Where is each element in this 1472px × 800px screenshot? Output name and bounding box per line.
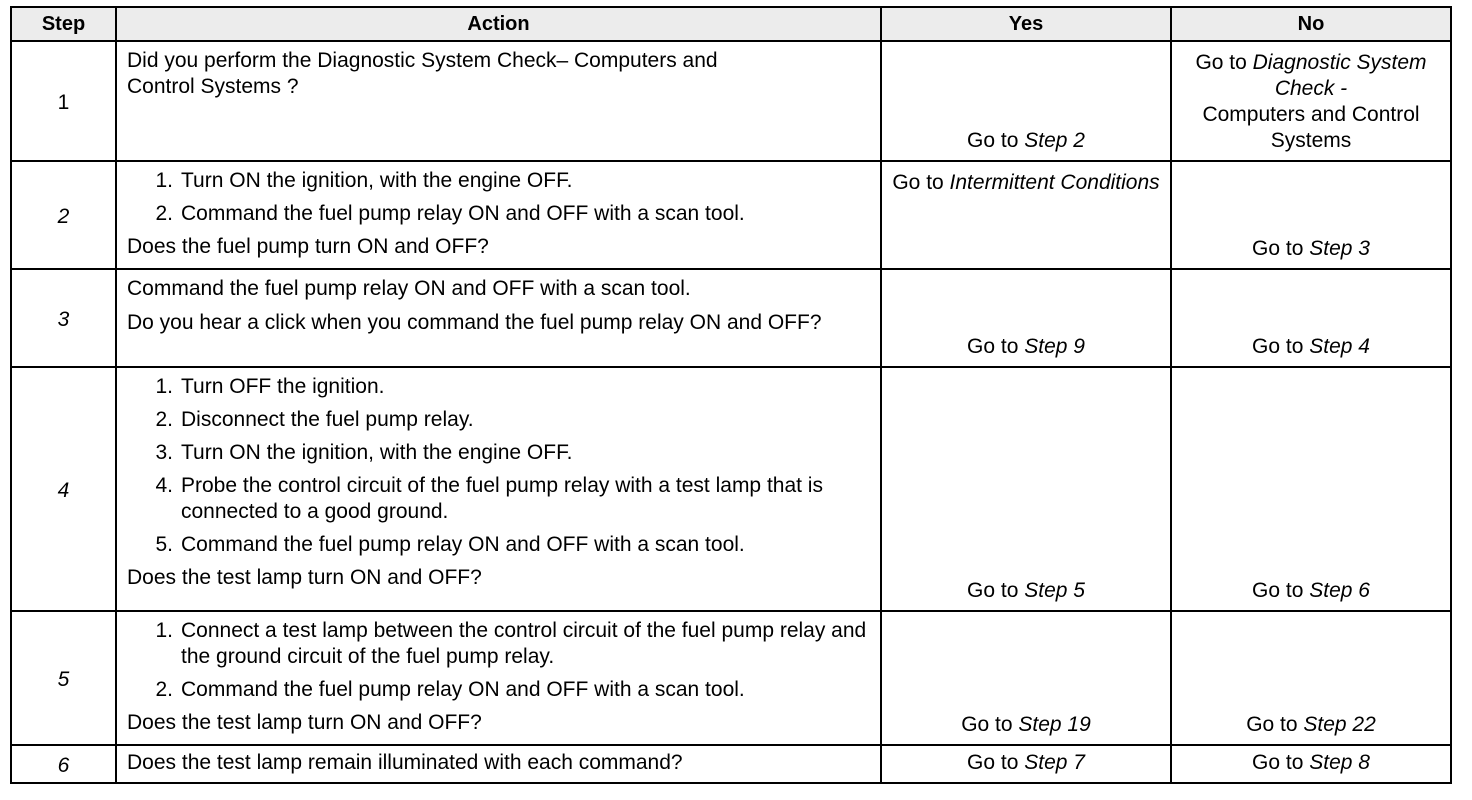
action-cell — [116, 367, 881, 611]
yes-prefix: Go to — [967, 579, 1025, 602]
table-row — [11, 367, 1451, 611]
list-item: 2. Command the fuel pump relay ON and OFF with a scan tool. — [155, 202, 745, 225]
action-list — [127, 374, 872, 558]
step-number: 6 — [11, 745, 116, 783]
yes-step-link[interactable]: Step 2 — [1024, 129, 1085, 152]
header-row — [11, 7, 1451, 41]
no-suffix: Computers and Control Systems — [1202, 103, 1420, 152]
yes-step-link[interactable]: Step 7 — [1024, 751, 1085, 774]
step-number: 5 — [11, 611, 116, 745]
list-item: 5. Command the fuel pump relay ON and OFF with a scan tool. — [155, 533, 745, 556]
table-row — [11, 161, 1451, 269]
action-list — [127, 168, 872, 227]
table-row — [11, 41, 1451, 161]
table-row — [11, 745, 1451, 783]
yes-step-link[interactable]: Step 19 — [1018, 713, 1091, 736]
yes-intermittent-link[interactable]: Intermittent Conditions — [949, 171, 1160, 194]
no-cell — [1171, 611, 1451, 745]
no-prefix: Go to — [1252, 751, 1310, 774]
no-diagnostic-link[interactable]: Diagnostic System Check - — [1252, 51, 1427, 100]
action-text: Control Systems ? — [127, 75, 299, 98]
yes-step-link[interactable]: Step 5 — [1024, 579, 1085, 602]
list-item: 1. Connect a test lamp between the control circuit of the fuel pump relay and the ground circuit of the fuel pump relay. — [155, 619, 867, 668]
list-item: 4. Probe the control circuit of the fuel pump relay with a test lamp that is connected to a good ground. — [155, 474, 823, 523]
no-cell — [1171, 269, 1451, 367]
table-row — [11, 269, 1451, 367]
list-item: 2. Command the fuel pump relay ON and OFF with a scan tool. — [155, 678, 745, 701]
no-step-link[interactable]: Step 22 — [1303, 713, 1376, 736]
action-cell — [116, 41, 881, 161]
no-prefix: Go to — [1252, 579, 1310, 602]
yes-cell — [881, 41, 1171, 161]
no-step-link[interactable]: Step 8 — [1309, 751, 1370, 774]
list-item: 1. Turn ON the ignition, with the engine OFF. — [155, 169, 573, 192]
yes-cell — [881, 367, 1171, 611]
diagnostic-table-container — [10, 6, 1450, 784]
step-number: 3 — [11, 269, 116, 367]
no-step-link[interactable]: Step 6 — [1309, 579, 1370, 602]
yes-prefix: Go to — [961, 713, 1019, 736]
header-step: Step — [11, 7, 116, 41]
action-question: Does the test lamp remain illuminated with each command? — [127, 751, 683, 774]
no-cell — [1171, 745, 1451, 783]
yes-cell — [881, 745, 1171, 783]
no-cell — [1171, 41, 1451, 161]
no-cell — [1171, 367, 1451, 611]
step-number: 1 — [11, 41, 116, 161]
header-yes: Yes — [881, 7, 1171, 41]
action-cell — [116, 611, 881, 745]
yes-prefix: Go to — [967, 129, 1025, 152]
action-question: Do you hear a click when you command the fuel pump relay ON and OFF? — [127, 311, 822, 334]
no-prefix: Go to — [1252, 237, 1310, 260]
action-cell — [116, 745, 881, 783]
step-number: 2 — [11, 161, 116, 269]
no-step-link[interactable]: Step 4 — [1309, 335, 1370, 358]
no-cell — [1171, 161, 1451, 269]
action-question: Does the test lamp turn ON and OFF? — [127, 566, 482, 589]
action-text: Did you perform the Diagnostic System Check– Computers and — [127, 49, 718, 72]
list-item: 2. Disconnect the fuel pump relay. — [155, 408, 474, 431]
action-question: Does the test lamp turn ON and OFF? — [127, 711, 482, 734]
yes-prefix: Go to — [967, 335, 1025, 358]
yes-prefix: Go to — [967, 751, 1025, 774]
action-question: Does the fuel pump turn ON and OFF? — [127, 235, 489, 258]
action-cell — [116, 269, 881, 367]
no-step-link[interactable]: Step 3 — [1309, 237, 1370, 260]
action-text: Command the fuel pump relay ON and OFF with a scan tool. — [127, 277, 691, 300]
list-item: 1. Turn OFF the ignition. — [155, 375, 385, 398]
header-action: Action — [116, 7, 881, 41]
header-no: No — [1171, 7, 1451, 41]
no-prefix: Go to — [1252, 335, 1310, 358]
yes-cell — [881, 269, 1171, 367]
step-number: 4 — [11, 367, 116, 611]
diagnostic-table — [10, 6, 1452, 784]
yes-cell — [881, 611, 1171, 745]
list-item: 3. Turn ON the ignition, with the engine OFF. — [155, 441, 573, 464]
no-prefix: Go to — [1246, 713, 1304, 736]
yes-prefix: Go to — [892, 171, 950, 194]
yes-step-link[interactable]: Step 9 — [1024, 335, 1085, 358]
yes-cell — [881, 161, 1171, 269]
no-prefix: Go to — [1195, 51, 1253, 74]
action-cell — [116, 161, 881, 269]
action-list — [127, 618, 872, 703]
table-row — [11, 611, 1451, 745]
